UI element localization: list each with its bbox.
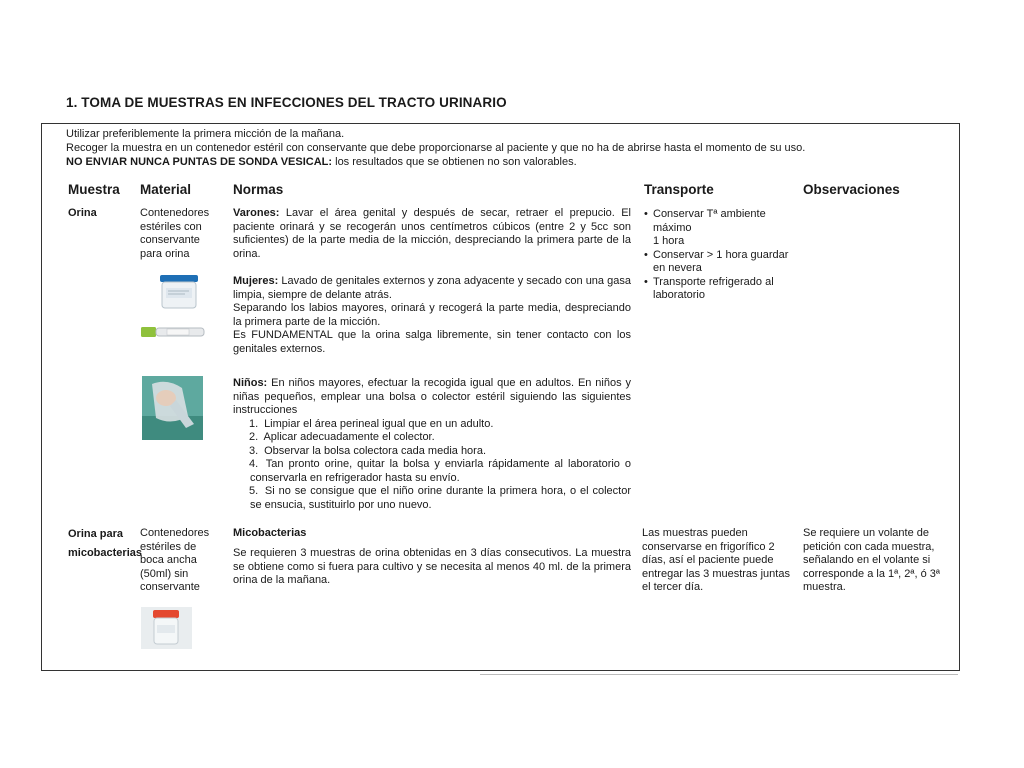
row2-transport: Las muestras pueden conservarse en frigorífico 2 días, así el paciente puede entregar las 3 muestras juntas el tercer día.: [642, 527, 790, 593]
intro-line-3: [66, 156, 805, 170]
mujeres-para-2: Separando los labios mayores, orinará y recogerá la parte media, despreciando la primera parte de la micción.: [233, 302, 631, 328]
row1-transport: [644, 208, 792, 303]
row2-observations: Se requiere un volante de petición con cada muestra, señalando en el volante si corresponde a la 1ª, 2ª, ó 3ª muestra.: [803, 527, 940, 593]
list-item: • Transporte refrigerado al laboratorio: [644, 275, 774, 301]
pediatric-collector-image: [142, 376, 203, 440]
mujeres-para-1: [233, 275, 631, 302]
row1-mujeres: [233, 275, 631, 356]
column-header-observaciones: Observaciones: [803, 182, 900, 197]
row1-varones: [233, 207, 631, 261]
mujeres-para-3: Es FUNDAMENTAL que la orina salga libremente, sin tener contacto con los genitales externos.: [233, 329, 631, 355]
intro-warning-text: los resultados que se obtienen no son valorables.: [332, 156, 577, 168]
list-item: 2. Aplicar adecuadamente el colector.: [249, 431, 435, 443]
column-header-material: Material: [140, 182, 192, 197]
varones-label: Varones:: [233, 207, 280, 219]
varones-text: Lavar el área genital y después de secar, retraer el prepucio. El paciente orinará y se recogerán unos centímetros cúbicos (entre 2 y 5cc son suficientes) de la parte media de la micción, despreciando la primera parte de la orina.: [233, 207, 631, 260]
sample-tube-image: [141, 325, 207, 339]
list-item: • Conservar Tª ambiente máximo 1 hora: [644, 208, 766, 247]
bullet-icon: •: [644, 208, 648, 220]
row2-sample: Orina para micobacterias: [68, 528, 142, 559]
transport-list: [644, 208, 792, 303]
urine-container-image: [158, 272, 200, 312]
mujeres-text-1: Lavado de genitales externos y zona adyacente y secado con una gasa limpia, siempre de delante atrás.: [233, 275, 631, 301]
bullet-icon: •: [644, 248, 648, 261]
bottom-divider: [480, 674, 958, 675]
row1-material: Contenedores estériles con conservante para orina: [140, 207, 210, 260]
page-title: 1. TOMA DE MUESTRAS EN INFECCIONES DEL TRACTO URINARIO: [66, 95, 507, 110]
ninos-steps-list: [233, 418, 631, 513]
list-item: 3. Observar la bolsa colectora cada media hora.: [249, 444, 487, 457]
row2-normas: Se requieren 3 muestras de orina obtenidas en 3 días consecutivos. La muestra se obtiene como si fuera para cultivo y se necesita al menos 40 ml. de la primera orina de la mañana.: [233, 547, 631, 586]
bullet-icon: •: [644, 275, 648, 288]
list-item: 4. Tan pronto orine, quitar la bolsa y enviarla rápidamente al laboratorio o conservarla en refrigerador hasta su envío.: [249, 458, 631, 484]
column-header-transporte: Transporte: [644, 182, 714, 197]
sterile-container-image: [141, 607, 192, 649]
ninos-text: En niños mayores, efectuar la recogida igual que en adultos. En niños y niñas pequeños, emplear una bolsa o colector estéril siguiendo las siguientes instrucciones: [233, 377, 631, 416]
row1-ninos: [233, 377, 631, 512]
intro-warning: NO ENVIAR NUNCA PUNTAS DE SONDA VESICAL:: [66, 156, 333, 168]
intro-line-2: Recoger la muestra en un contenedor estéril con conservante que debe proporcionarse al paciente y que no ha de abrirse hasta el momento de su uso.: [66, 142, 806, 154]
row2-material: Contenedores estériles de boca ancha (50ml) sin conservante: [140, 527, 210, 593]
intro-line-1: Utilizar preferiblemente la primera micción de la mañana.: [66, 128, 345, 140]
ninos-intro: [233, 377, 631, 418]
ninos-label: Niños:: [233, 377, 268, 389]
row1-sample: Orina: [68, 207, 97, 219]
column-header-normas: Normas: [233, 182, 284, 197]
list-item: 5. Si no se consigue que el niño orine durante la primera hora, o el colector se ensucia, sustituirlo por uno nuevo.: [249, 485, 631, 511]
row2-subheading: Micobacterias: [233, 527, 307, 539]
column-header-muestra: Muestra: [68, 182, 120, 197]
mujeres-label: Mujeres:: [233, 275, 279, 287]
list-item: • Conservar > 1 hora guardar en nevera: [644, 248, 789, 274]
intro-block: [66, 128, 805, 170]
list-item: 1. Limpiar el área perineal igual que en un adulto.: [249, 417, 494, 430]
